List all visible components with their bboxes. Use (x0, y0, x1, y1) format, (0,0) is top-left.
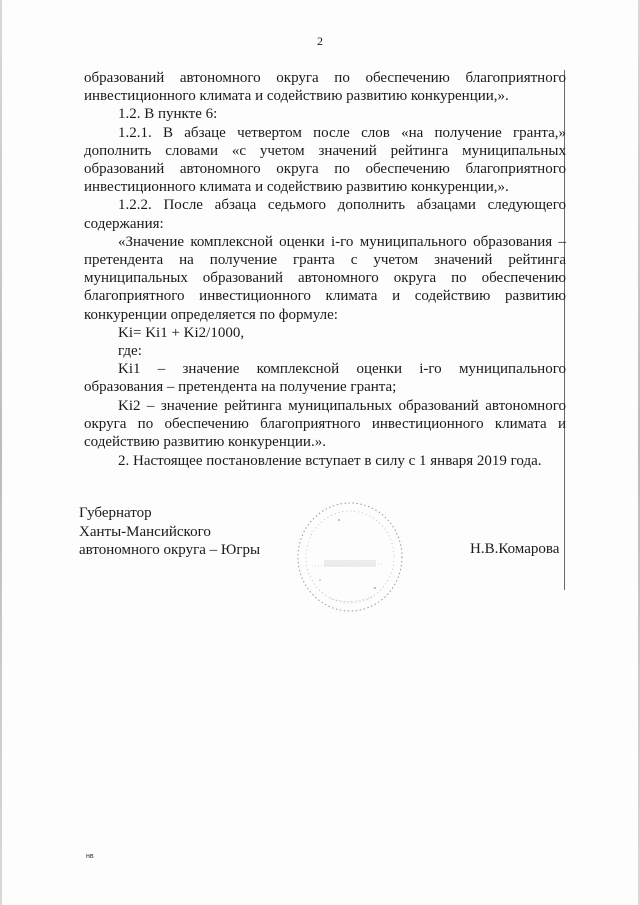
formula: Ki= Ki1 + Ki2/1000, (118, 324, 245, 341)
signature-title-line3: автономного округа – Югры (79, 542, 261, 558)
paragraph-item-1-2-2: 1.2.2. После абзаца седьмого дополнить абзацами следующего содержания: (84, 197, 566, 232)
paragraph-item-1-2-1: 1.2.1. В абзаце четвертом после слов «на получение гранта,» дополнить словами «с учетом значений рейтинга муниципальных образований автономного округа по обеспечению благоприятного инвестиционного климата и содействию развитию конкуренции,». (84, 124, 566, 196)
paragraph-ki1-definition: Ki1 – значение комплексной оценки i-го муниципального образования – претендента на получение гранта; (84, 361, 566, 396)
signature-block (79, 504, 260, 560)
page-number: 2 (317, 34, 323, 48)
paragraph-item-1-2: 1.2. В пункте 6: (118, 106, 218, 123)
paragraph-ki2-definition: Ki2 – значение рейтинга муниципальных образований автономного округа по обеспечению благоприятного инвестиционного климата и содействию развитию конкуренции.». (84, 397, 566, 451)
signatory-name: Н.В.Комарова (470, 541, 560, 557)
paragraph-quote-value: «Значение комплексной оценки i-го муниципального образования – претендента на получение гранта с учетом значений рейтинга муниципальных образований автономного округа по обеспечению благоприятного инвестиционного климата и содействию развитию конкуренции определяется по формуле: (84, 233, 566, 323)
signature-title-line2: Ханты-Мансийского (79, 523, 211, 540)
stamp-seal (292, 498, 408, 616)
paragraph-continuation: образований автономного округа по обеспечению благоприятного инвестиционного климата и содействию развитию конкуренции,». (84, 70, 566, 105)
signature-title-line1: Губернатор (79, 505, 152, 521)
scan-edge-left (0, 0, 2, 905)
footer-initials: нв (86, 853, 94, 860)
paragraph-where: где: (118, 343, 142, 360)
document-body (84, 69, 566, 470)
paragraph-effective-date: 2. Настоящее постановление вступает в силу с 1 января 2019 года. (118, 453, 542, 470)
